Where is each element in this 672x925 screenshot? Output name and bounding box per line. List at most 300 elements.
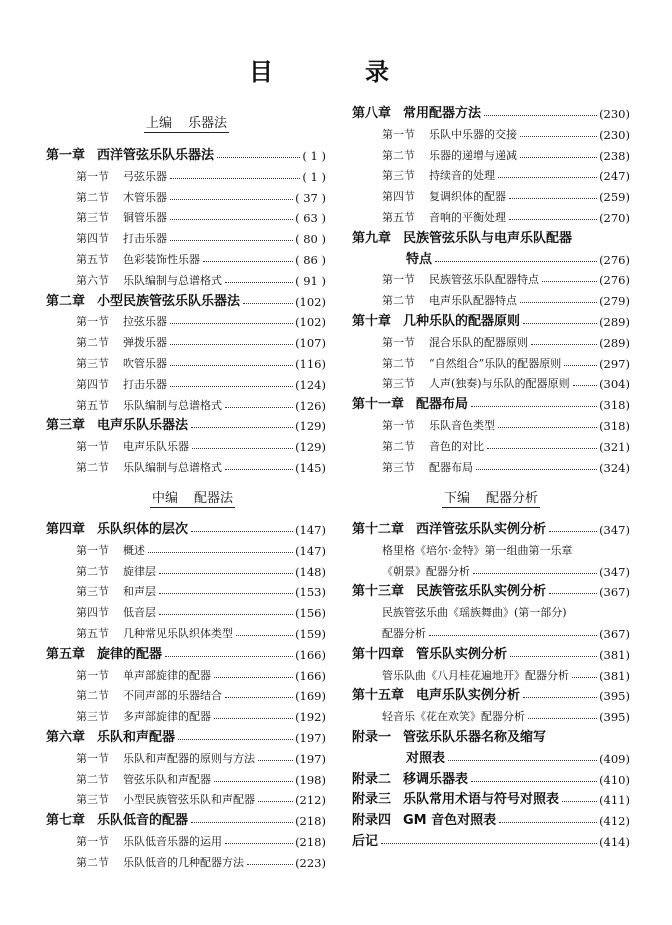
toc-leader-dots [542,281,597,282]
toc-entry-section[interactable] [46,850,326,870]
toc-entry-chapter[interactable] [352,829,630,849]
toc-entry-label [46,251,200,267]
toc-entry-title: 管弦乐队乐器名称及缩写 [403,730,547,745]
toc-entry-title: 打击乐器 [123,232,167,246]
toc-entry-section[interactable] [46,205,326,225]
toc-page-number: (192) [295,710,326,725]
toc-entry-section[interactable] [352,351,630,371]
toc-entry-chapter[interactable] [46,289,326,309]
toc-entry-label [352,809,496,828]
toc-page-number: (395) [599,689,630,704]
toc-entry-number: 第六节 [76,273,109,287]
toc-entry-number: 第十五章 [352,688,405,704]
toc-entry-number: 第二节 [76,461,109,474]
toc-page-number: (279) [599,294,630,309]
toc-entry-chapter[interactable] [352,787,630,807]
toc-leader-dots [159,573,293,574]
toc-page-number: (395) [599,710,630,725]
toc-page-number: (297) [599,356,630,371]
toc-entry-number: 第九章 [352,230,392,246]
toc-entry-number: 第十章 [352,314,392,329]
toc-entry-section[interactable] [46,164,326,184]
toc-entry-section[interactable] [352,205,630,225]
toc-entry-cont[interactable] [352,746,630,766]
toc-entry-chapter[interactable] [352,517,630,537]
toc-entry-number: 附录四 [352,813,392,829]
toc-page-number: (148) [295,564,326,579]
toc-entry-title: 概述 [123,543,145,557]
toc-entry-label [352,102,481,121]
toc-entry-label [46,643,162,662]
toc-entry-label [352,459,473,475]
toc-entry-number: 第二章 [46,293,86,309]
toc-entry-title: 乐队低音乐器的运用 [123,835,222,848]
toc-entry-label [352,708,525,724]
toc-entry-title: 音响的平衡处理 [429,211,506,224]
toc-entry-label [46,833,222,849]
toc-page-number: (414) [599,835,630,849]
toc-entry-title: 几种乐队的配器原则 [403,314,521,329]
toc-entry-label [46,459,222,475]
toc-entry-number: 第三节 [76,211,109,225]
toc-entry-title: 民族管弦乐队与电声乐队配器 [403,230,573,246]
toc-entry-label [352,310,520,329]
toc-entry-section[interactable] [352,288,630,308]
toc-entry-title: 乐队低音的配器 [97,813,189,829]
toc-leader-dots [191,531,293,532]
toc-leader-dots [258,801,293,802]
toc-entry-label [352,542,573,558]
toc-leader-dots [572,677,597,678]
toc-leader-dots [203,261,293,262]
toc-entry-title: 弓弦乐器 [123,169,167,183]
part-heading-middle [150,487,235,507]
toc-page-number: (102) [295,294,326,309]
toc-entry-chapter[interactable] [46,808,326,828]
toc-entry-title: 几种常见乐队织体类型 [123,627,233,640]
toc-leader-dots [217,157,300,158]
toc-entry-label [352,167,495,183]
toc-entry-title: 乐队常用术语与符号对照表 [403,792,560,808]
toc-entry-section[interactable] [46,704,326,724]
toc-entry-cont[interactable] [352,247,630,267]
toc-entry-number: 第一节 [382,273,415,287]
toc-entry-section[interactable] [352,413,630,433]
part-heading-upper [144,112,229,132]
toc-page-number: (126) [295,398,326,413]
toc-entry-title: 不同声部的乐器结合 [123,689,222,703]
toc-entry-chapter[interactable] [352,226,630,246]
toc-page-number: (147) [295,543,326,558]
toc-entry-number: 第二节 [382,439,415,453]
toc-entry-title: 和声层 [123,585,156,599]
toc-entry-section[interactable] [352,455,630,475]
toc-entry-section[interactable] [46,455,326,475]
toc-page-number: (145) [295,461,326,475]
toc-entry-title: 持续音的处理 [429,169,495,183]
toc-leader-dots [236,635,293,636]
toc-entry-label [46,414,188,433]
toc-entry-chapter[interactable] [352,725,630,745]
toc-entry-title: 西洋管弦乐队实例分析 [416,522,547,537]
toc-entry-label [352,188,506,204]
toc-entry-title: 电声乐队乐器法 [97,418,189,434]
toc-entry-section[interactable] [352,434,630,454]
toc-entry-title: 乐队低音的几种配器方法 [123,855,244,869]
toc-entry-title: 《朝景》配器分析 [382,564,470,578]
toc-page-number: (304) [599,377,630,392]
toc-leader-dots [225,282,293,283]
toc-entry-title: “自然组合”乐队的配器原则 [429,356,562,370]
toc-entry-chapter[interactable] [352,101,630,121]
toc-entry-number: 第四节 [382,190,415,204]
toc-page-number: (218) [295,835,326,849]
toc-page-number: (367) [599,585,630,600]
toc-entry-number: 第三节 [76,793,109,807]
toc-entry-number: 第七章 [46,813,86,829]
toc-entry-section[interactable] [352,267,630,287]
toc-entry-number: 第十二章 [352,522,405,537]
toc-leader-dots [549,531,597,532]
toc-entry-number: 第六章 [46,730,86,745]
toc-leader-dots [528,718,597,719]
toc-entry-title: 乐队织体的层次 [97,522,189,537]
toc-leader-dots [381,843,597,844]
toc-entry-section[interactable] [46,829,326,849]
toc-leader-dots [225,843,293,844]
toc-entry-title: 乐队音色类型 [429,419,495,432]
toc-entry-section[interactable] [46,185,326,205]
toc-entry-label [352,747,445,766]
toc-page-number: (223) [295,855,326,870]
toc-entry-label [46,726,175,745]
toc-page-number: (289) [599,335,630,350]
toc-leader-dots [564,365,597,366]
toc-entry-label [46,290,240,309]
toc-leader-dots [573,385,597,386]
toc-page-number: (197) [295,751,326,766]
toc-entry-label [352,147,517,163]
toc-entry-section[interactable] [352,122,630,142]
toc-entry-chapter[interactable] [352,767,630,787]
part-heading-middle-underline [150,491,235,508]
toc-entry-number: 第四章 [46,522,86,537]
toc-entry-label [352,643,507,662]
toc-entry-chapter[interactable] [46,725,326,745]
toc-leader-dots [520,302,597,303]
toc-entry-title: 乐队编制与总谱格式 [123,461,222,474]
toc-entry-section[interactable] [352,330,630,350]
toc-entry-title: 乐队编制与总谱格式 [123,273,222,287]
toc-entry-section[interactable] [46,767,326,787]
toc-page-number: ( 63 ) [295,211,326,226]
toc-leader-dots [170,178,300,179]
toc-entry-section[interactable] [46,579,326,599]
toc-entry-title: 低音层 [123,606,156,620]
toc-page-number: (129) [295,419,326,434]
toc-entry-label [352,375,570,391]
toc-entry-label [352,248,432,267]
toc-leader-dots [531,344,597,345]
toc-entry-title: 轻音乐《花在欢笑》配器分析 [382,710,525,724]
toc-entry-number: 第二节 [382,356,415,370]
toc-entry-title: 乐队编制与总谱格式 [123,398,222,412]
toc-entry-title: 对照表 [406,750,446,766]
toc-leader-dots [170,323,293,324]
toc-entry-title: 混合乐队的配器原则 [429,335,528,349]
toc-entry-title: 木管乐器 [123,190,167,204]
toc-leader-dots [510,656,597,657]
part-heading-upper-underline [144,116,229,133]
toc-entry-title: 管乐队曲《八月桂花遍地开》配器分析 [382,668,569,682]
toc-entry-chapter[interactable] [352,808,630,828]
toc-entry-label [352,355,561,371]
toc-entry-title: 小型民族管弦乐队乐器法 [97,293,241,309]
toc-entry-label [352,292,517,308]
toc-entry-title: 后记 [352,834,379,849]
toc-entry-section[interactable] [46,268,326,288]
toc-leader-dots [509,219,597,220]
toc-entry-section[interactable] [46,247,326,267]
part-heading-upper-word: 上编 [146,116,173,131]
toc-entry-number: 第一节 [76,751,109,765]
toc-entry-section[interactable] [46,434,326,454]
toc-entry-section[interactable] [46,538,326,558]
toc-entry-chapter[interactable] [352,392,630,412]
toc-entry-number: 第十三章 [352,584,405,600]
toc-entry-label [46,144,214,163]
toc-entry-number: 第三节 [76,585,109,599]
toc-page-number: (156) [295,606,326,621]
toc-page-number: (381) [599,668,630,683]
toc-entry-label [352,788,559,807]
toc-entry-sub[interactable] [352,704,630,724]
toc-entry-chapter[interactable] [46,143,326,163]
toc-page-number: ( 86 ) [295,253,326,267]
toc-entry-number: 第三节 [382,377,415,391]
toc-leader-dots [148,552,293,553]
toc-page-number: (198) [295,772,326,787]
toc-entry-section[interactable] [352,371,630,391]
toc-page-number: (412) [599,814,630,829]
toc-leader-dots [471,781,597,782]
toc-page-number: (276) [599,252,630,267]
toc-entry-number: 第一节 [382,419,415,432]
toc-entry-number: 第二节 [382,148,415,162]
toc-entry-label [46,604,156,620]
toc-leader-dots [448,760,597,761]
toc-page-number: ( 80 ) [295,232,326,247]
toc-entry-label [352,334,528,350]
toc-entry-sub[interactable] [352,663,630,683]
toc-page-number: (321) [599,439,630,454]
toc-page-number: (259) [599,190,630,205]
toc-entry-title: 管弦乐队和声配器 [123,772,211,786]
toc-entry-label [46,625,233,641]
toc-leader-dots [225,407,293,408]
toc-entry-label [352,726,546,745]
toc-page-number: (230) [599,107,630,121]
toc-entry-label [352,684,520,703]
toc-leader-dots [498,427,597,428]
toc-page-number: (102) [295,315,326,330]
toc-page-number: (270) [599,211,630,225]
toc-entry-section[interactable] [46,663,326,683]
toc-entry-title: 拉弦乐器 [123,315,167,329]
toc-leader-dots [170,240,293,241]
toc-leader-dots [165,656,293,657]
toc-entry-section[interactable] [46,393,326,413]
toc-leader-dots [191,822,293,823]
toc-entry-section[interactable] [46,372,326,392]
toc-leader-dots [549,593,597,594]
toc-entry-section[interactable] [46,351,326,371]
toc-entry-chapter[interactable] [46,413,326,433]
toc-leader-dots [243,303,293,304]
toc-page-number: (107) [295,336,326,351]
toc-entry-number: 第五节 [76,627,109,640]
toc-entry-number: 第三节 [76,357,109,370]
toc-leader-dots [225,469,293,470]
toc-entry-section[interactable] [46,330,326,350]
toc-entry-label [46,583,156,599]
toc-entry-label [46,708,211,724]
toc-page-number: (116) [295,357,326,371]
toc-entry-label [46,355,167,371]
toc-page-number: (411) [599,793,630,808]
toc-entry-sub[interactable] [352,600,630,620]
toc-entry-section[interactable] [46,787,326,807]
toc-page-number: (153) [295,585,326,600]
toc-leader-dots [499,822,597,823]
toc-page-number: ( 91 ) [295,273,326,288]
toc-entry-title: 旋律层 [123,564,156,578]
toc-entry-title: 音色的对比 [429,439,484,453]
toc-entry-number: 第一节 [76,835,109,848]
toc-entry-number: 第一节 [76,440,109,454]
toc-entry-section[interactable] [352,163,630,183]
toc-leader-dots [484,115,597,116]
toc-entry-title: 打击乐器 [123,377,167,391]
toc-entry-sub[interactable] [352,559,630,579]
toc-entry-label [46,563,156,579]
toc-entry-section[interactable] [46,600,326,620]
toc-entry-label [46,397,222,413]
toc-page-number: (324) [599,460,630,475]
toc-entry-label [352,209,506,225]
toc-page-number: (347) [599,523,630,537]
toc-leader-dots [214,677,293,678]
toc-page-number: (159) [295,627,326,641]
toc-leader-dots [170,386,293,387]
toc-leader-dots [192,448,293,449]
toc-page-number: (381) [599,647,630,662]
toc-page-number: (409) [599,751,630,766]
toc-entry-sub[interactable] [352,621,630,641]
part-heading-lower-name: 配器分析 [486,491,539,506]
toc-entry-label [352,227,572,246]
toc-entry-number: 第十一章 [352,397,405,413]
toc-leader-dots [523,697,597,698]
toc-entry-title: 民族管弦乐队配器特点 [429,273,539,287]
toc-leader-dots [159,614,293,615]
toc-entry-label [46,313,167,329]
toc-page-number: ( 1 ) [302,169,326,184]
toc-page-number: (166) [295,668,326,683]
toc-entry-title: 电声乐队配器特点 [429,294,517,308]
toc-page-number: (410) [599,772,630,787]
toc-entry-section[interactable] [352,143,630,163]
toc-entry-sub[interactable] [352,538,630,558]
toc-entry-title: 乐队中乐器的交接 [429,127,517,141]
toc-leader-dots [170,344,293,345]
toc-entry-label [352,417,495,433]
toc-entry-label [352,604,567,620]
toc-leader-dots [429,635,597,636]
toc-entry-chapter[interactable] [352,642,630,662]
toc-entry-section[interactable] [46,746,326,766]
toc-leader-dots [258,760,293,761]
toc-entry-title: 乐器的递增与递减 [429,148,517,162]
toc-entry-number: 附录三 [352,792,392,808]
toc-entry-number: 第一章 [46,148,86,163]
toc-entry-label [46,209,167,225]
toc-entry-title: 复调织体的配器 [429,190,506,204]
toc-entry-title: 特点 [406,251,433,267]
toc-entry-number: 第十四章 [352,646,405,662]
toc-entry-number: 第四节 [76,606,109,620]
toc-entry-chapter[interactable] [352,309,630,329]
toc-entry-section[interactable] [46,683,326,703]
toc-leader-dots [435,261,597,262]
toc-entry-chapter[interactable] [352,579,630,599]
toc-entry-number: 附录二 [352,771,392,787]
part-heading-middle-word: 中编 [152,491,179,506]
toc-entry-label [46,750,255,766]
toc-entry-section[interactable] [46,226,326,246]
part-heading-middle-name: 配器法 [194,491,234,506]
toc-page-number: (124) [295,377,326,392]
toc-entry-number: 第三节 [382,460,415,474]
toc-leader-dots [509,198,597,199]
toc-entry-chapter[interactable] [46,517,326,537]
toc-entry-label [46,230,167,246]
toc-entry-section[interactable] [352,184,630,204]
toc-entry-section[interactable] [46,559,326,579]
toc-entry-number: 第三节 [382,169,415,183]
toc-entry-chapter[interactable] [46,642,326,662]
toc-page-number: (218) [295,814,326,829]
toc-entry-label [46,667,211,683]
toc-entry-number: 第三节 [76,710,109,724]
toc-entry-chapter[interactable] [352,683,630,703]
toc-entry-label [352,126,517,142]
toc-page-number: (367) [599,627,630,641]
toc-leader-dots [471,406,597,407]
toc-leader-dots [247,864,293,865]
toc-leader-dots [498,177,597,178]
toc-entry-section[interactable] [46,309,326,329]
toc-entry-section[interactable] [46,621,326,641]
toc-entry-number: 第一节 [76,543,109,557]
toc-leader-dots [178,739,293,740]
toc-page-number: (166) [295,647,326,662]
toc-leader-dots [214,781,293,782]
toc-entry-title: GM 音色对照表 [403,813,497,829]
toc-page-number: (289) [599,315,630,329]
toc-entry-label [46,542,145,558]
toc-entry-label [46,189,167,205]
